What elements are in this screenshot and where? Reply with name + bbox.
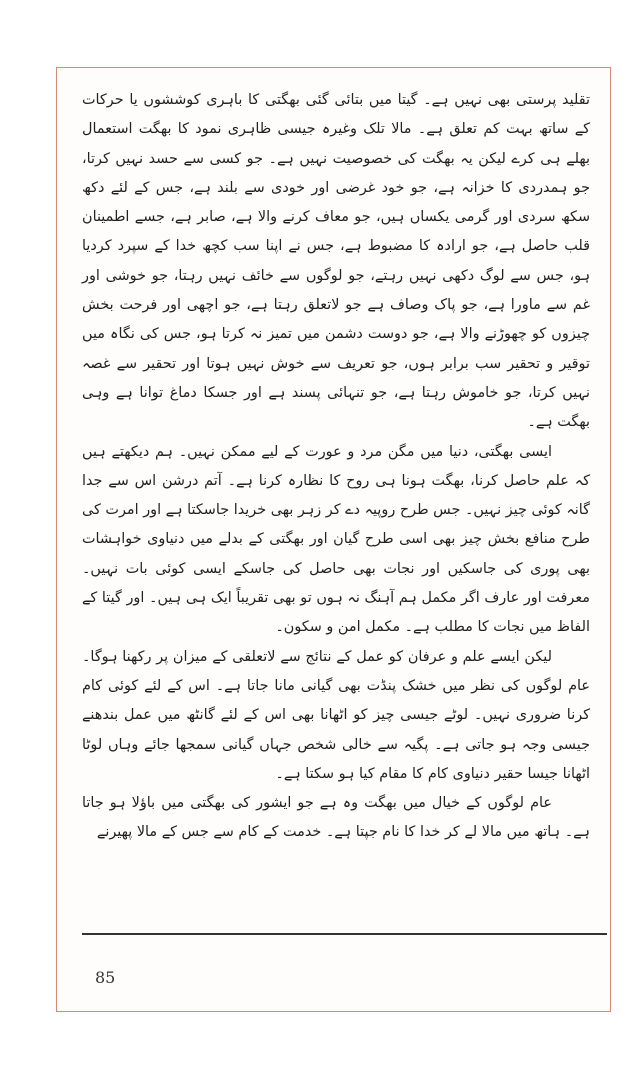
paragraph-4: عام لوگوں کے خیال میں بھگت وہ ہے جو ایشور کی بھگتی میں باؤلا ہو جاتا ہے۔ ہاتھ میں مالا لے کر خدا کا نام جپتا ہے۔ خدمت کے کام سے جس کے مالا پھیرنے	[82, 795, 590, 841]
paragraph-1: تقلید پرستی بھی نہیں ہے۔ گیتا میں بتائی گئی بھگتی کا باہری کوششوں یا حرکات کے ساتھ بہت کم تعلق ہے۔ مالا تلک وغیرہ جیسی ظاہری نمود کا بھگت استعمال بھلے ہی کرے لیکن یہ بھگت کی خصوصیت نہیں ہے۔ جو کسی سے حسد نہیں کرتا، جو ہمدردی کا خزانہ ہے، جو خود غرضی اور خودی سے بلند ہے، جس کے لئے دکھ سکھ سردی اور گرمی یکساں ہیں، جو معاف کرنے والا ہے، صابر ہے، جسے اطمینان قلب حاصل ہے، جو ارادہ کا مضبوط ہے، جس نے اپنا سب کچھ خدا کے سپرد کردیا ہو، جس سے لوگ دکھی نہیں رہتے، جو لوگوں سے خائف نہیں رہتا، جو خوشی اور غم سے ماورا ہے، جو پاک وصاف ہے جو لاتعلق رہتا ہے، جو اچھی اور فرحت بخش چیزوں کو چھوڑنے والا ہے، جو دوست دشمن میں تمیز نہ کرتا ہو، جس کی نگاہ میں توقیر و تحقیر سب برابر ہوں، جو تعریف سے خوش نہیں ہوتا اور تحقیر سے غصہ نہیں کرتا، جو خاموش رہتا ہے، جو تنہائی پسند ہے اور جسکا دماغ توانا ہے وہی بھگت ہے۔	[82, 92, 591, 431]
page-body-text	[82, 86, 590, 848]
paragraph-2: ایسی بھگتی، دنیا میں مگن مرد و عورت کے لیے ممکن نہیں۔ ہم دیکھتے ہیں کہ علم حاصل کرنا، بھگت ہونا ہی روح کا نظارہ کرنا ہے۔ آتم درشن اس سے جدا گانہ کوئی چیز نہیں۔ جس طرح روپیہ دے کر زہر بھی خریدا جاسکتا ہے اور امرت کی طرح منافع بخش چیز بھی اسی طرح گیان اور بھگتی کے بدلے میں دنیاوی خواہشات بھی پوری کی جاسکیں اور نجات بھی حاصل کی جاسکے ایسی کوئی بات نہیں۔ معرفت اور عارف اگر مکمل ہم آہنگ نہ ہوں تو بھی تقریباً ایک ہی ہیں۔ اور گیتا کے الفاظ میں نجات کا مطلب ہے۔ مکمل امن و سکون۔	[82, 443, 590, 636]
page-number: 85	[95, 968, 116, 987]
footer-divider	[82, 933, 607, 935]
paragraph-3: لیکن ایسے علم و عرفان کو عمل کے نتائج سے لاتعلقی کے میزان پر رکھنا ہوگا۔ عام لوگوں کی نظر میں خشک پنڈت بھی گیانی مانا جاتا ہے۔ اس کے لئے کوئی کام کرنا ضروری نہیں۔ لوٹے جیسی چیز کو اٹھانا بھی اس کے لئے گانٹھ میں عمل بندھنے جیسی وجہ ہو جاتی ہے۔ پگیہ سے خالی شخص جہاں گیانی سمجھا جائے وہاں لوٹا اٹھانا جیسا حقیر دنیاوی کام کا مقام کیا ہو سکتا ہے۔	[82, 648, 590, 782]
